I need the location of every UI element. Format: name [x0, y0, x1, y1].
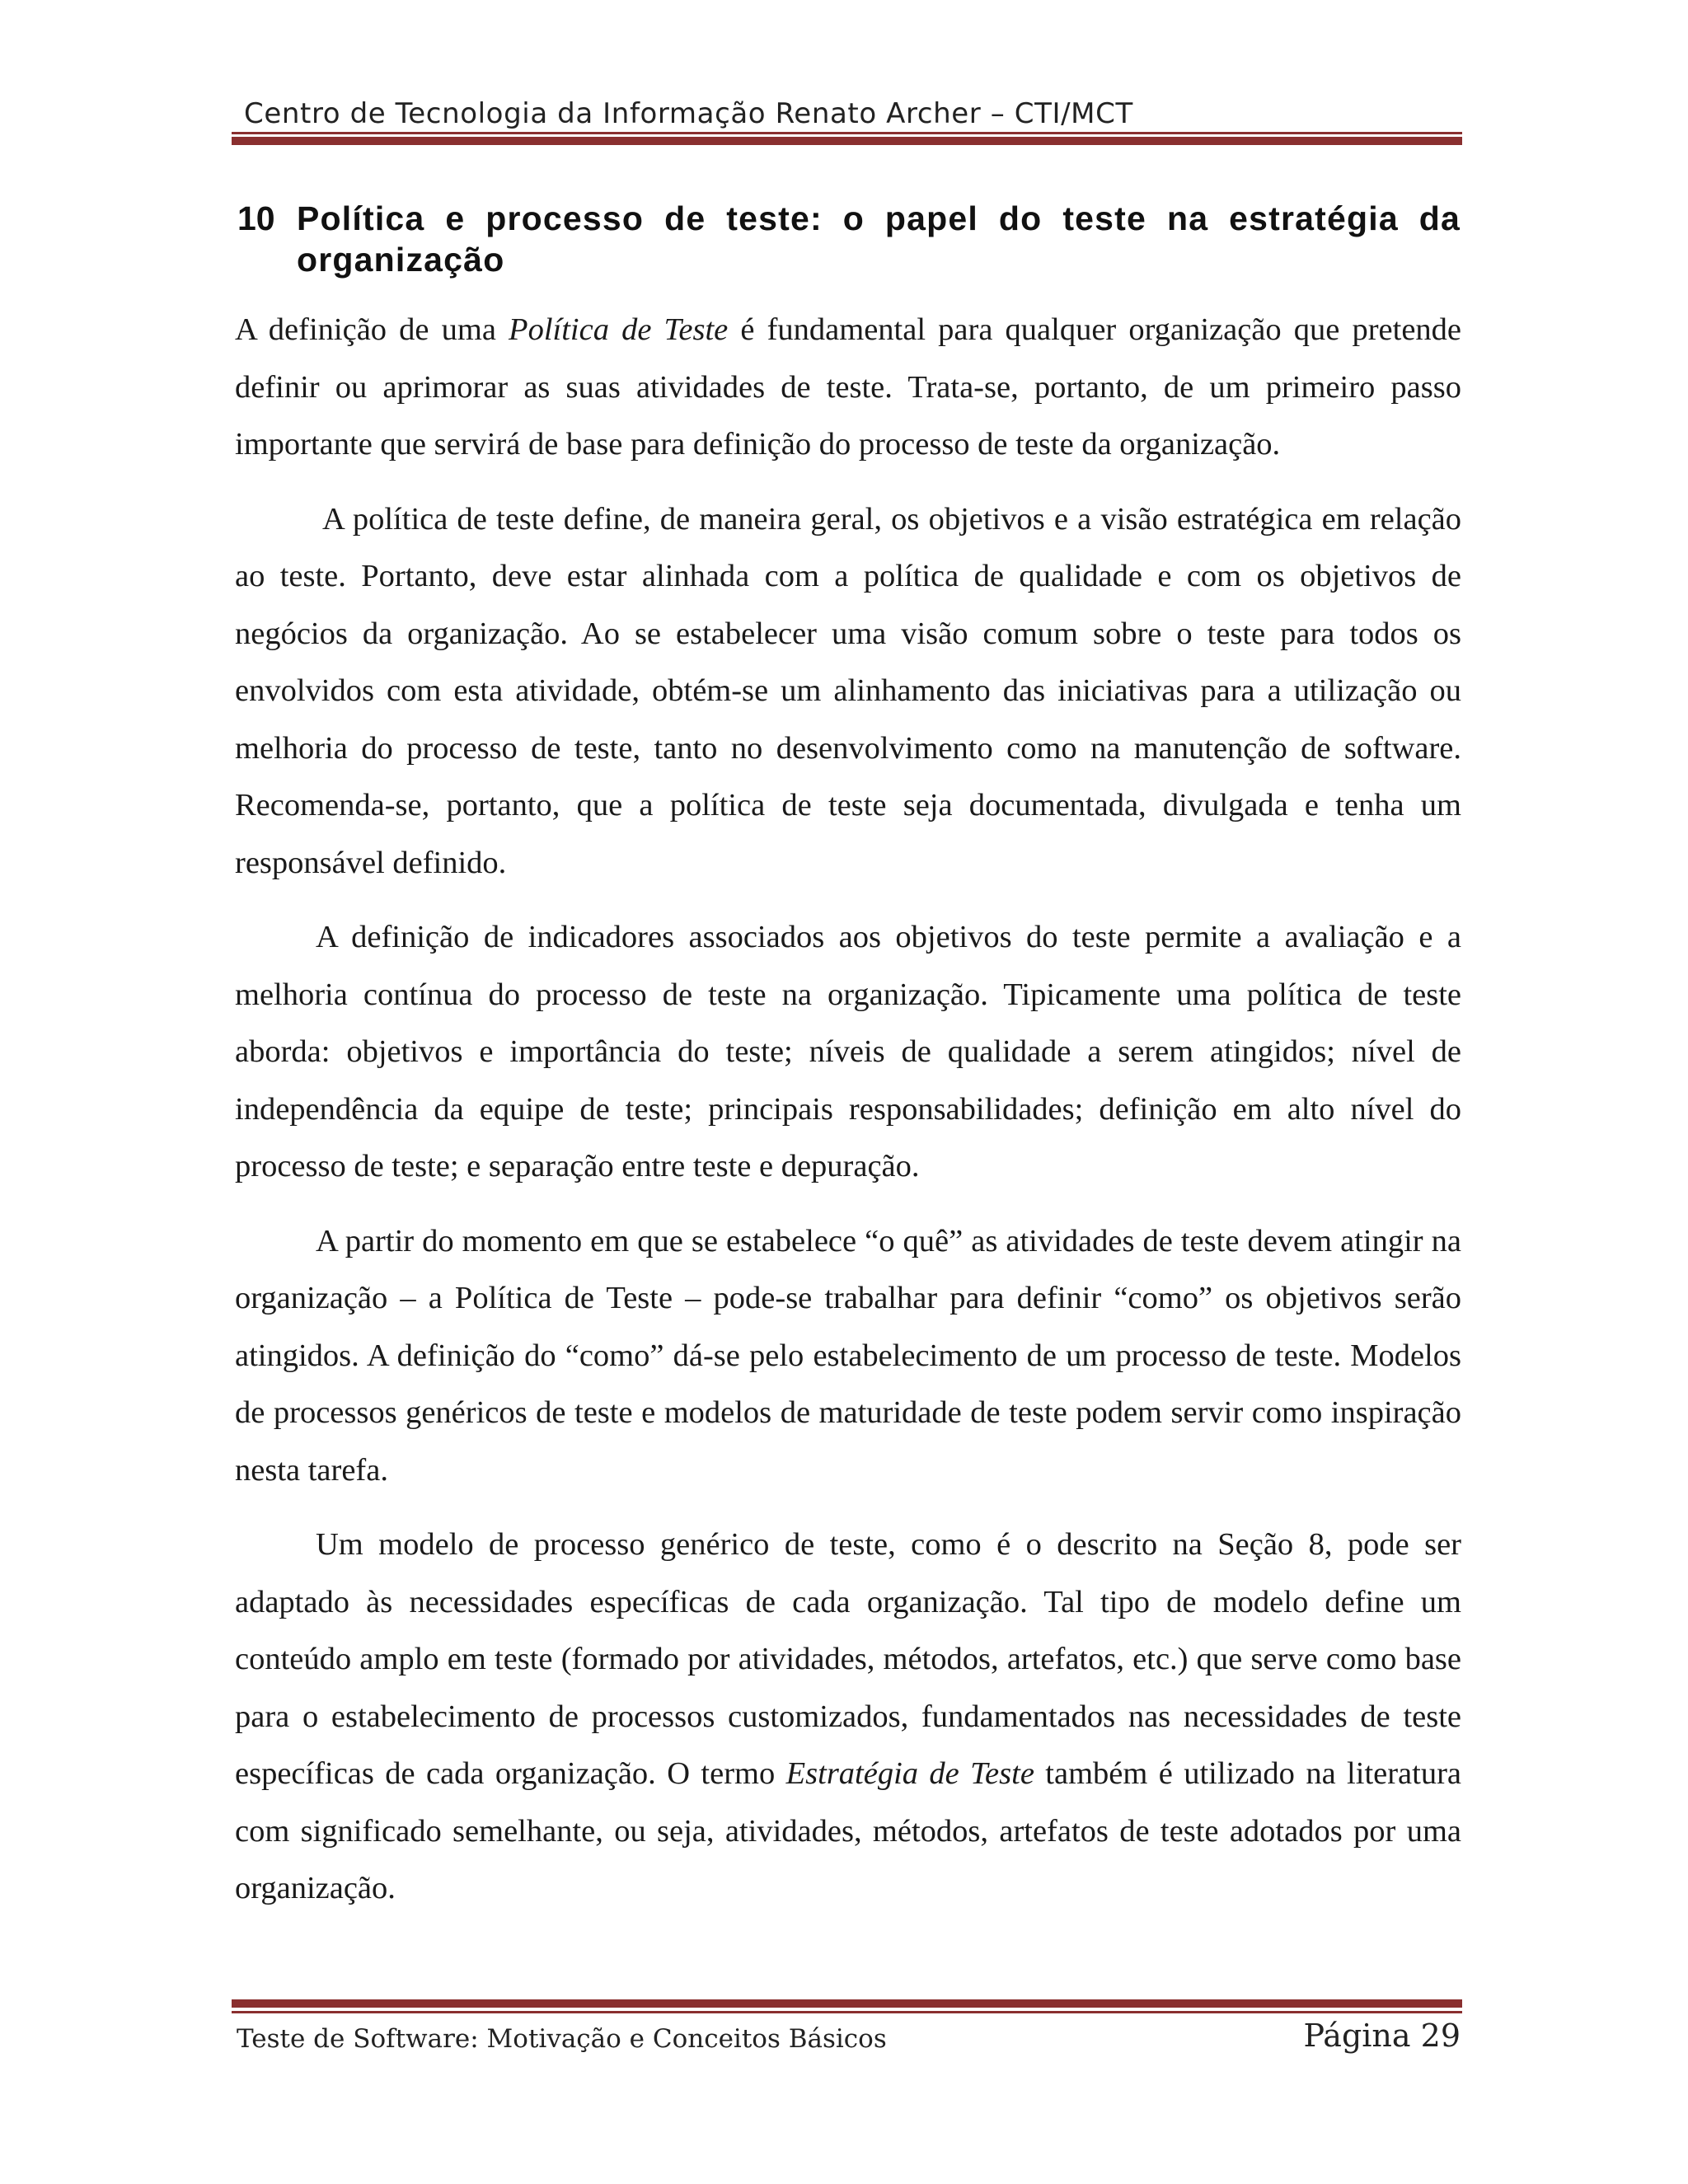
section-title: Política e processo de teste: o papel do teste na estratégia da organização [297, 199, 1461, 279]
footer-title: Teste de Software: Motivação e Conceitos Básicos [237, 2024, 887, 2054]
page-header: Centro de Tecnologia da Informação Renato Archer – CTI/MCT [244, 97, 1133, 130]
header-rule-thick [232, 137, 1462, 145]
header-rule-thin [232, 132, 1462, 134]
section-number: 10 [237, 199, 275, 237]
paragraph-3: A definição de indicadores associados aos objetivos do teste permite a avaliação e a melhoria contínua do processo de teste na organização. Tipicamente uma política de teste aborda: objetivos e importância do teste; níveis de qualidade a serem atingidos; nível de independência da equipe de teste; principais responsabilidades; definição em alto nível do processo de teste; e separação entre teste e depuração. [235, 920, 1461, 1183]
paragraph-5-text-b: também é utilizado na literatura com significado semelhante, ou seja, atividades, métodos, artefatos de teste adotados por uma organização. [235, 1756, 1461, 1905]
page-number: Página 29 [1303, 2018, 1461, 2054]
paragraph-1-emphasis: Política de Teste [509, 312, 729, 347]
paragraph-5-text-a: Um modelo de processo genérico de teste, como é o descrito na Seção 8, pode ser adaptado às necessidades específicas de cada organização. Tal tipo de modelo define um conteúdo amplo em teste (formado por atividades, métodos, artefatos, etc.) que serve como base para o estabelecimento de processos customizados, fundamentados nas necessidades de teste específicas de cada organização. O termo [235, 1527, 1461, 1791]
body-text [235, 302, 1461, 1935]
footer-rule-thick [232, 1999, 1462, 2008]
paragraph-1 [235, 302, 1461, 474]
paragraph-5 [235, 1516, 1461, 1918]
paragraph-1-text-a: A definição de uma [235, 312, 509, 347]
paragraph-1-text-b: é fundamental para qualquer organização que pretende definir ou aprimorar as suas atividades de teste. Trata-se, portanto, de um primeiro passo importante que servirá de base para definição do processo de teste da organização. [235, 312, 1461, 462]
section-heading [237, 198, 1461, 280]
paragraph-5-emphasis: Estratégia de Teste [785, 1756, 1034, 1791]
paragraph-4: A partir do momento em que se estabelece “o quê” as atividades de teste devem atingir na organização – a Política de Teste – pode-se trabalhar para definir “como” os objetivos serão atingidos. A definição do “como” dá-se pelo estabelecimento de um processo de teste. Modelos de processos genéricos de teste e modelos de maturidade de teste podem servir como inspiração nesta tarefa. [235, 1223, 1461, 1488]
footer-rule-thin [232, 2011, 1462, 2013]
paragraph-2: A política de teste define, de maneira geral, os objetivos e a visão estratégica em relação ao teste. Portanto, deve estar alinhada com a política de qualidade e com os objetivos de negócios da organização. Ao se estabelecer uma visão comum sobre o teste para todos os envolvidos com esta atividade, obtém-se um alinhamento das iniciativas para a utilização ou melhoria do processo de teste, tanto no desenvolvimento como na manutenção de software. Recomenda-se, portanto, que a política de teste seja documentada, divulgada e tenha um responsável definido. [235, 501, 1461, 880]
